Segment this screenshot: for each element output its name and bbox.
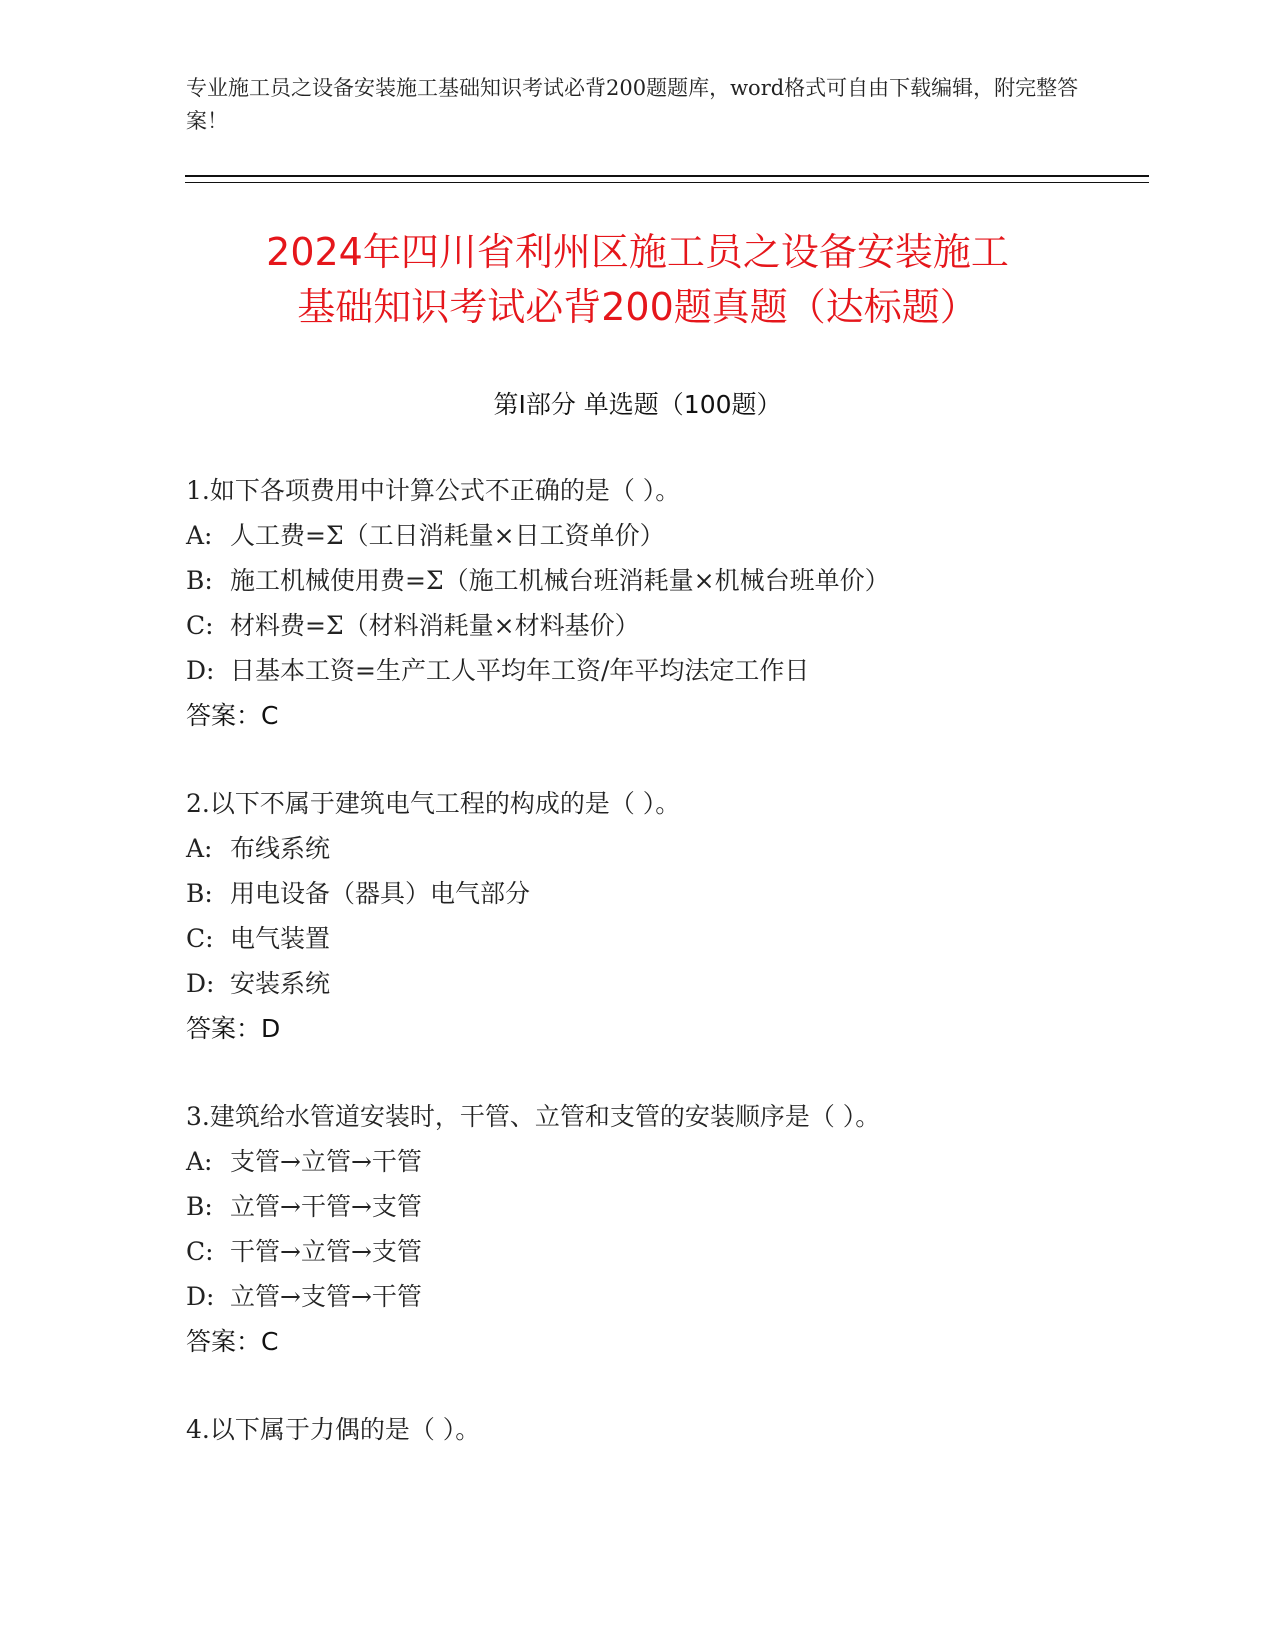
- option-text: 立管→支管→干管: [230, 1282, 422, 1311]
- question-2: [186, 781, 1086, 1051]
- option-letter: D:: [186, 1282, 215, 1311]
- question-stem: 4.以下属于力偶的是（ ）。: [186, 1415, 481, 1444]
- option-letter: B:: [186, 1192, 213, 1221]
- option-d: [186, 648, 1086, 693]
- option-text: 人工费=Σ（工日消耗量×日工资单价）: [230, 521, 665, 550]
- option-text: 布线系统: [230, 834, 331, 863]
- answer-value: C: [261, 701, 279, 730]
- answer-line: [186, 1006, 1086, 1051]
- option-b: [186, 558, 1086, 603]
- option-letter: C:: [186, 924, 214, 953]
- question-3: [186, 1094, 1086, 1364]
- option-c: [186, 916, 1086, 961]
- document-title-line-2: 基础知识考试必背200题真题（达标题）: [297, 285, 978, 329]
- question-stem: 1.如下各项费用中计算公式不正确的是（ ）。: [186, 476, 681, 505]
- option-text: 电气装置: [230, 924, 331, 953]
- option-letter: A:: [186, 834, 213, 863]
- option-text: 材料费=Σ（材料消耗量×材料基价）: [230, 611, 640, 640]
- header-rule-thick: [185, 175, 1149, 177]
- option-letter: A:: [186, 1147, 213, 1176]
- answer-value: C: [261, 1327, 279, 1356]
- option-text: 支管→立管→干管: [230, 1147, 422, 1176]
- answer-label: 答案：: [186, 1014, 262, 1043]
- answer-label: 答案：: [186, 1327, 262, 1356]
- answer-value: D: [261, 1014, 281, 1043]
- option-b: [186, 1184, 1086, 1229]
- option-letter: B:: [186, 879, 213, 908]
- option-b: [186, 871, 1086, 916]
- question-stem: 3.建筑给水管道安装时，干管、立管和支管的安装顺序是（ ）。: [186, 1102, 881, 1131]
- option-text: 安装系统: [230, 969, 331, 998]
- option-text: 立管→干管→支管: [230, 1192, 422, 1221]
- question-stem: 2.以下不属于建筑电气工程的构成的是（ ）。: [186, 789, 681, 818]
- option-a: [186, 1139, 1086, 1184]
- option-text: 日基本工资=生产工人平均年工资/年平均法定工作日: [230, 656, 810, 685]
- document-title-line-1: 2024年四川省利州区施工员之设备安装施工: [266, 230, 1009, 274]
- option-text: 干管→立管→支管: [230, 1237, 422, 1266]
- option-letter: D:: [186, 969, 215, 998]
- option-letter: C:: [186, 1237, 214, 1266]
- answer-label: 答案：: [186, 701, 262, 730]
- option-d: [186, 1274, 1086, 1319]
- answer-line: [186, 693, 1086, 738]
- header-rule-thin: [185, 182, 1149, 183]
- header-note: 专业施工员之设备安装施工基础知识考试必背200题题库，word格式可自由下载编辑，附完整答案！: [186, 76, 1079, 133]
- option-a: [186, 826, 1086, 871]
- section-title: 第Ⅰ部分 单选题（100题）: [493, 390, 782, 419]
- option-text: 用电设备（器具）电气部分: [230, 879, 531, 908]
- option-letter: C:: [186, 611, 214, 640]
- option-letter: A:: [186, 521, 213, 550]
- question-1: [186, 468, 1086, 738]
- option-text: 施工机械使用费=Σ（施工机械台班消耗量×机械台班单价）: [230, 566, 890, 595]
- option-a: [186, 513, 1086, 558]
- option-c: [186, 603, 1086, 648]
- option-letter: B:: [186, 566, 213, 595]
- answer-line: [186, 1319, 1086, 1364]
- option-c: [186, 1229, 1086, 1274]
- option-d: [186, 961, 1086, 1006]
- question-4: [186, 1407, 1086, 1452]
- document-title: [160, 225, 1115, 335]
- option-letter: D:: [186, 656, 215, 685]
